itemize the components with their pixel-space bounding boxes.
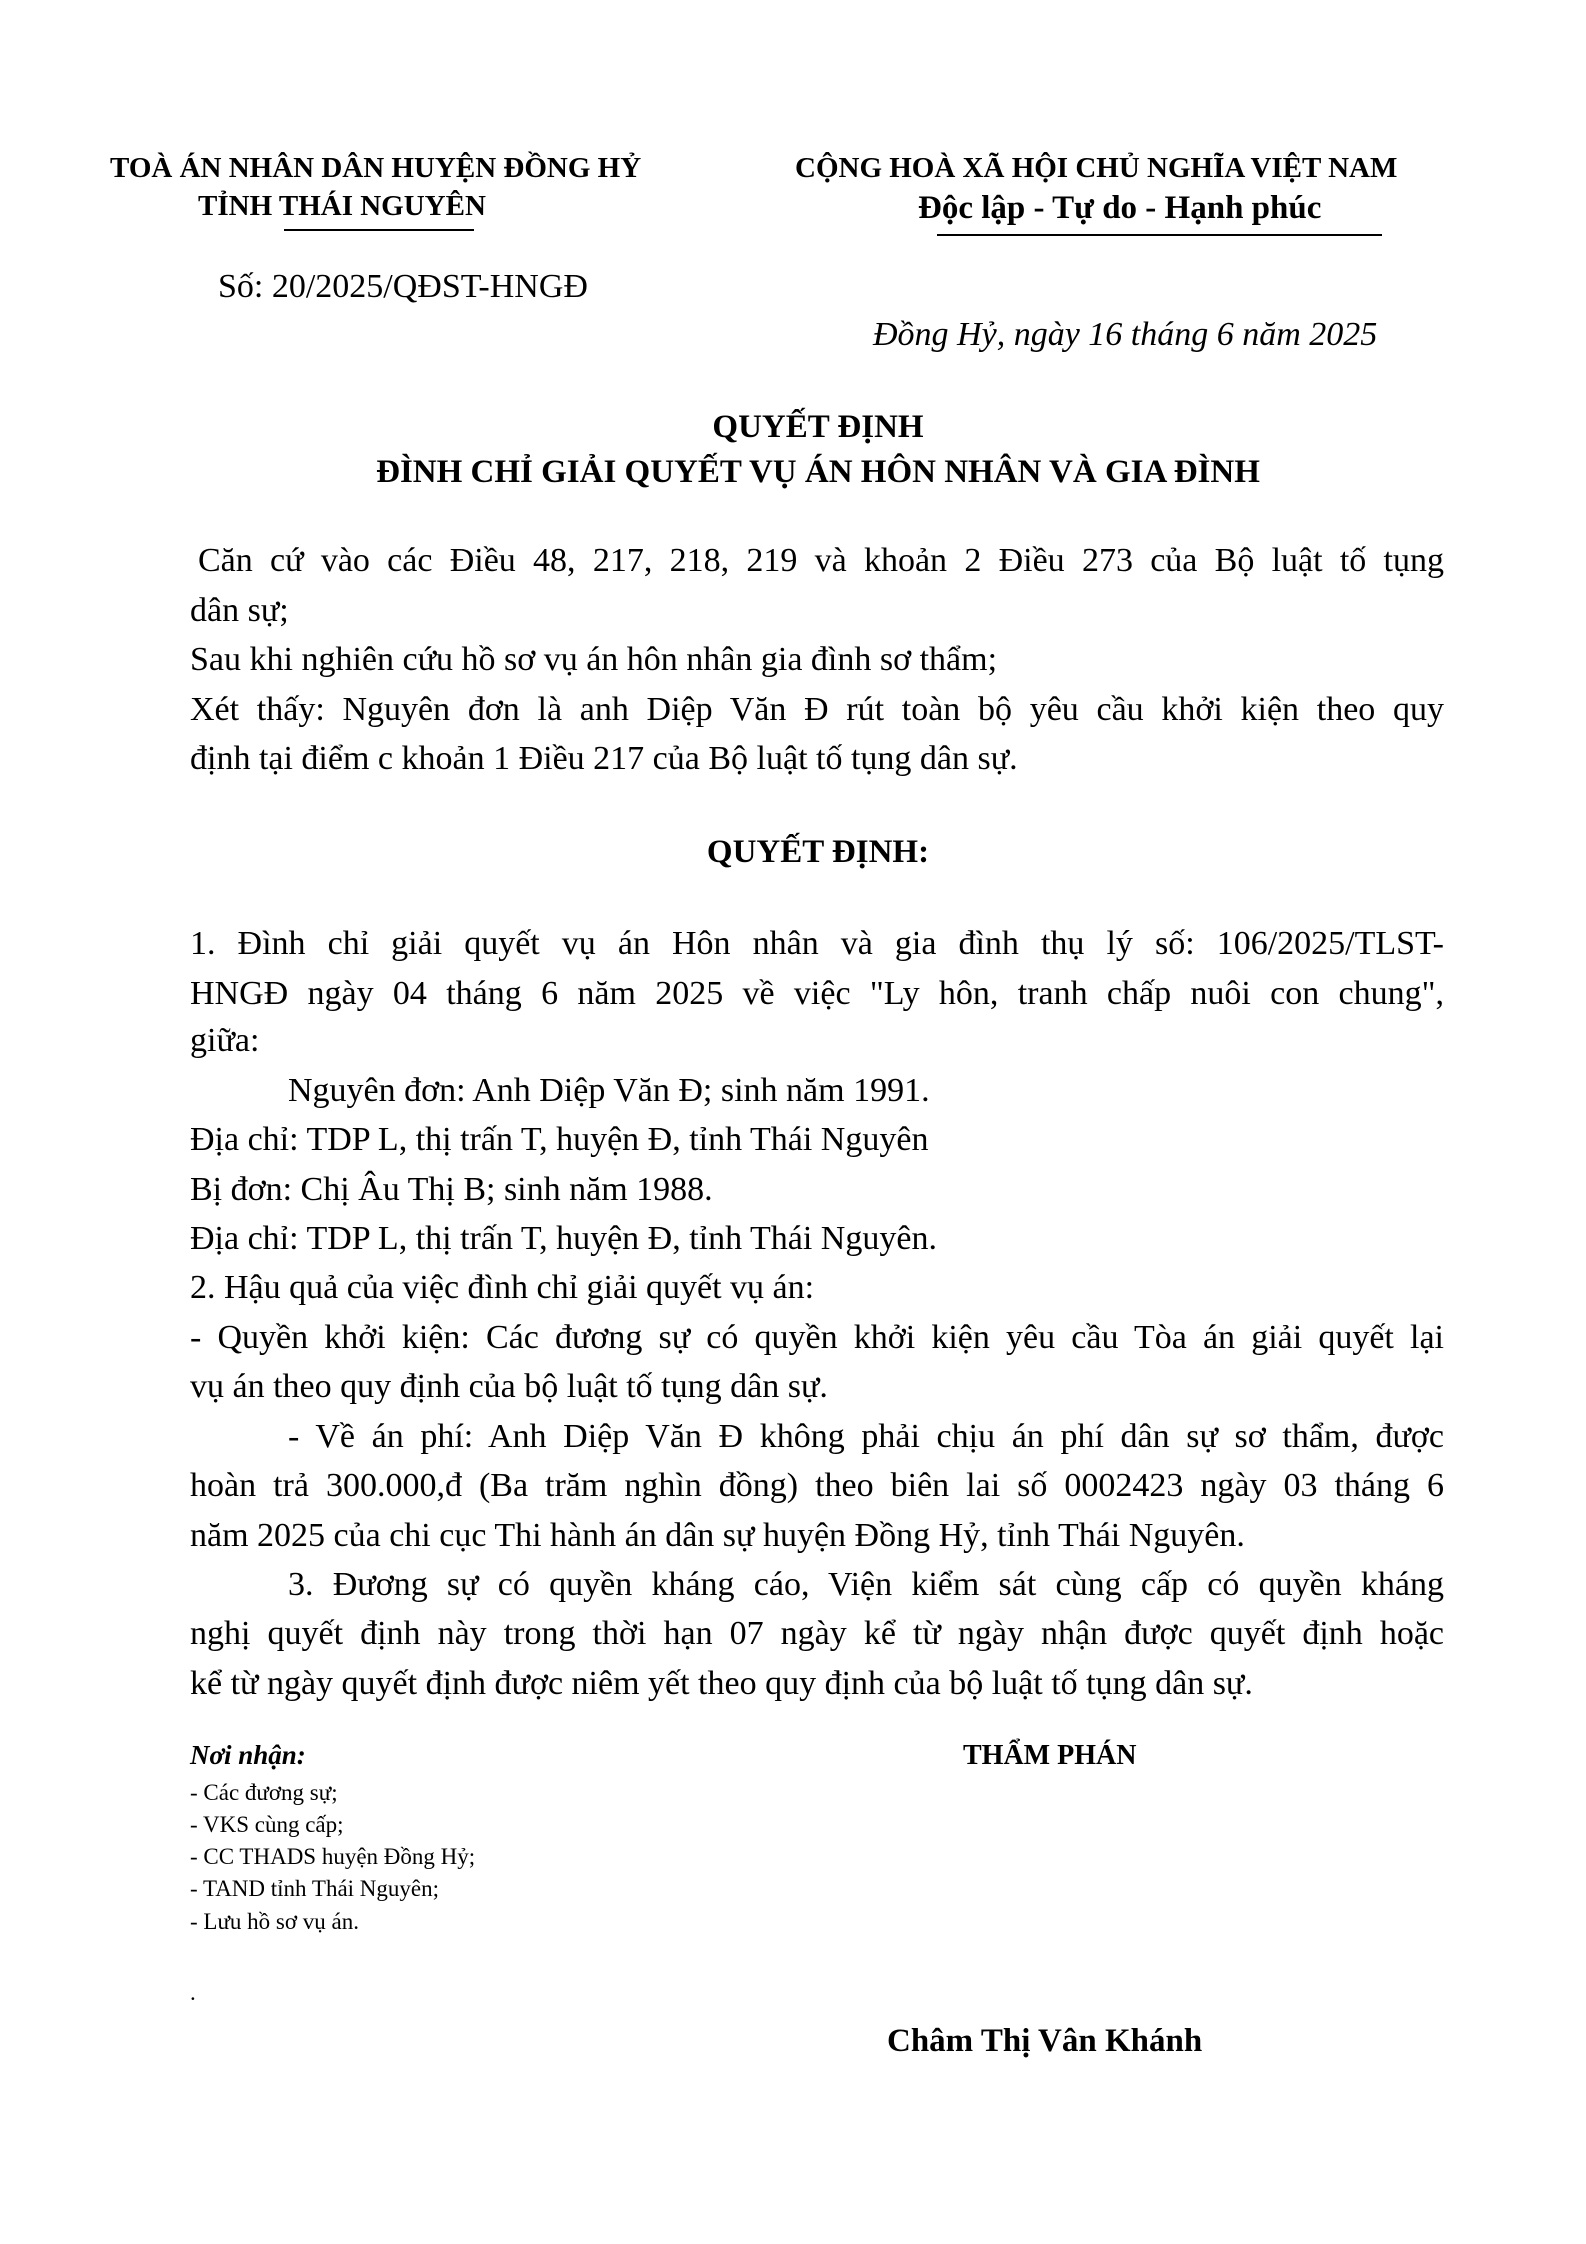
decision-heading: QUYẾT ĐỊNH: [706,834,930,870]
nation-title: CỘNG HOÀ XÃ HỘI CHỦ NGHĨA VIỆT NAM [795,152,1398,184]
court-underline [284,229,474,231]
decision-line: 3. Đương sự có quyền kháng cáo, Viện kiểm sát cùng cấp có quyền kháng [288,1566,1444,1603]
recipient-item: - VKS cùng cấp; [190,1812,344,1837]
defendant-address: Địa chỉ: TDP L, thị trấn T, huyện Đ, tỉnh Thái Nguyên. [190,1220,937,1257]
recipient-item: - CC THADS huyện Đồng Hỷ; [190,1844,476,1869]
preamble-line: Xét thấy: Nguyên đơn là anh Diệp Văn Đ rút toàn bộ yêu cầu khởi kiện theo quy [190,691,1444,728]
decision-line: 1. Đình chỉ giải quyết vụ án Hôn nhân và gia đình thụ lý số: 106/2025/TLST- [190,925,1444,962]
preamble-line: dân sự; [190,592,289,629]
signer-name: Châm Thị Vân Khánh [887,2023,1203,2059]
decision-line: 2. Hậu quả của việc đình chỉ giải quyết vụ án: [190,1269,815,1306]
decision-line: vụ án theo quy định của bộ luật tố tụng dân sự. [190,1368,828,1405]
decision-line: hoàn trả 300.000,đ (Ba trăm nghìn đồng) theo biên lai số 0002423 ngày 03 tháng 6 [190,1467,1444,1504]
plaintiff-line: Nguyên đơn: Anh Diệp Văn Đ; sinh năm 1991. [288,1072,930,1109]
recipient-item: - Các đương sự; [190,1780,338,1805]
decision-line: HNGĐ ngày 04 tháng 6 năm 2025 về việc "Ly hôn, tranh chấp nuôi con chung", [190,975,1444,1012]
decision-line: kể từ ngày quyết định được niêm yết theo quy định của bộ luật tố tụng dân sự. [190,1665,1253,1702]
recipient-item: - Lưu hồ sơ vụ án. [190,1909,359,1934]
signature-title: THẨM PHÁN [963,1740,1137,1771]
preamble-line: Căn cứ vào các Điều 48, 217, 218, 219 và khoản 2 Điều 273 của Bộ luật tố tụng [198,542,1444,579]
motto-underline [937,234,1382,236]
title-line1: QUYẾT ĐỊNH [712,409,924,445]
nation-motto: Độc lập - Tự do - Hạnh phúc [918,190,1322,226]
title-line2: ĐÌNH CHỈ GIẢI QUYẾT VỤ ÁN HÔN NHÂN VÀ GIA ĐÌNH [376,454,1260,490]
recipients-heading: Nơi nhận: [190,1740,306,1770]
court-province: TỈNH THÁI NGUYÊN [198,190,486,222]
defendant-line: Bị đơn: Chị Âu Thị B; sinh năm 1988. [190,1171,713,1208]
stray-dot: . [190,1980,196,2005]
document-date: Đồng Hỷ, ngày 16 tháng 6 năm 2025 [873,316,1378,353]
decision-line: - Về án phí: Anh Diệp Văn Đ không phải chịu án phí dân sự sơ thẩm, được [288,1418,1444,1455]
preamble-line: Sau khi nghiên cứu hồ sơ vụ án hôn nhân gia đình sơ thẩm; [190,641,998,678]
document-number: Số: 20/2025/QĐST-HNGĐ [218,268,588,305]
court-name: TOÀ ÁN NHÂN DÂN HUYỆN ĐỒNG HỶ [110,152,642,184]
decision-line: nghị quyết định này trong thời hạn 07 ngày kể từ ngày nhận được quyết định hoặc [190,1615,1444,1652]
recipient-item: - TAND tỉnh Thái Nguyên; [190,1876,440,1901]
decision-line: - Quyền khởi kiện: Các đương sự có quyền khởi kiện yêu cầu Tòa án giải quyết lại [190,1319,1444,1356]
decision-line: năm 2025 của chi cục Thi hành án dân sự huyện Đồng Hỷ, tỉnh Thái Nguyên. [190,1517,1245,1554]
plaintiff-address: Địa chỉ: TDP L, thị trấn T, huyện Đ, tỉnh Thái Nguyên [190,1121,929,1158]
preamble-line: định tại điểm c khoản 1 Điều 217 của Bộ luật tố tụng dân sự. [190,740,1018,777]
decision-line: giữa: [190,1022,260,1059]
